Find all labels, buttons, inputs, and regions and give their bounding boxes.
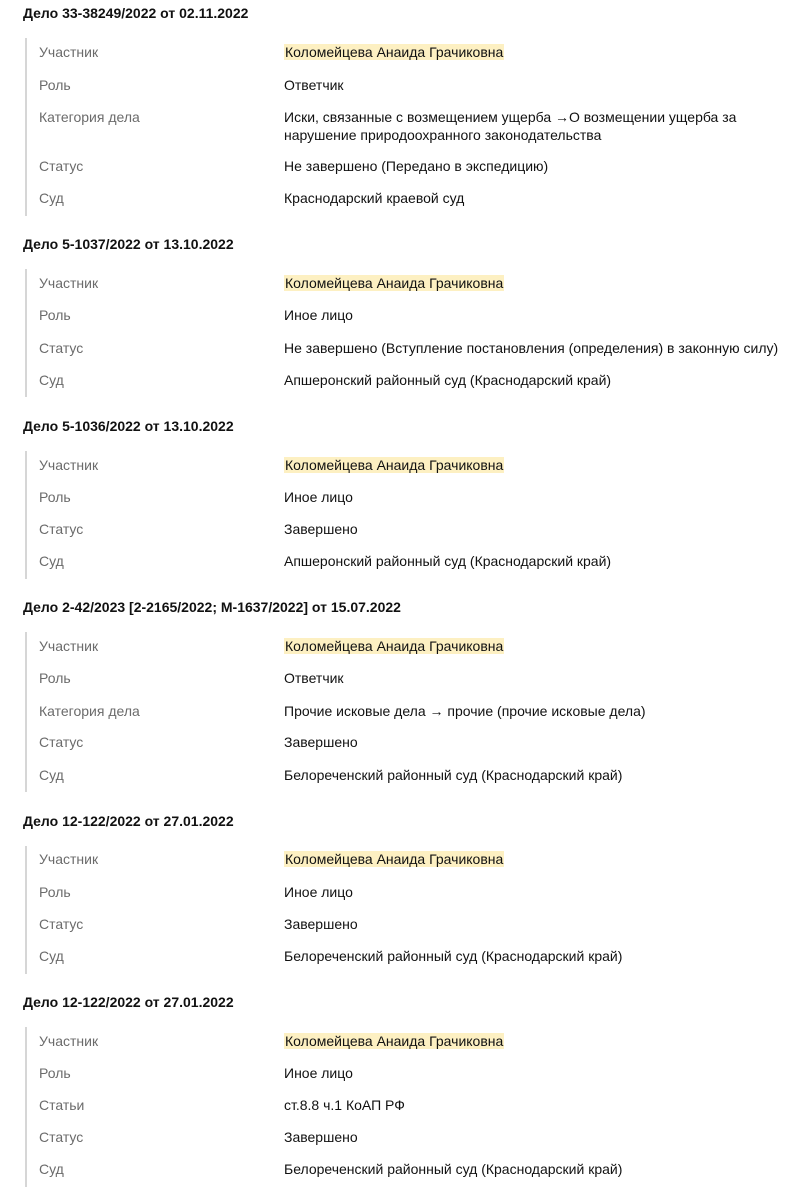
- role-value: Иное лицо: [284, 307, 353, 323]
- role-value: Иное лицо: [284, 489, 353, 505]
- articles-label: Статьи: [39, 1097, 85, 1113]
- case-details: [25, 846, 802, 974]
- case-title[interactable]: Дело 2-42/2023 [2-2165/2022; М-1637/2022] от 15.07.2022: [23, 599, 401, 615]
- category-label: Категория дела: [39, 109, 140, 125]
- court-label: Суд: [39, 1161, 64, 1177]
- participant-name: Коломейцева Анаида Грачиковна: [285, 638, 504, 654]
- case-title[interactable]: Дело 5-1036/2022 от 13.10.2022: [23, 418, 234, 434]
- role-label: Роль: [39, 670, 71, 686]
- role-label: Роль: [39, 307, 71, 323]
- status-label: Статус: [39, 1129, 84, 1145]
- status-value: Завершено: [284, 734, 358, 750]
- court-value: Апшеронский районный суд (Краснодарский край): [284, 372, 612, 388]
- participant-label: Участник: [39, 457, 99, 473]
- status-value: Завершено: [284, 1129, 358, 1145]
- participant-name: Коломейцева Анаида Грачиковна: [285, 457, 504, 473]
- court-label: Суд: [39, 190, 64, 206]
- status-value: Не завершено (Вступление постановления (определения) в законную силу): [284, 340, 779, 356]
- role-value: Ответчик: [284, 670, 344, 686]
- participant-name: Коломейцева Анаида Грачиковна: [285, 1033, 504, 1049]
- role-label: Роль: [39, 1065, 71, 1081]
- court-value: Белореченский районный суд (Краснодарский край): [284, 948, 623, 964]
- participant-label: Участник: [39, 851, 99, 867]
- court-label: Суд: [39, 553, 64, 569]
- case-details: [25, 38, 802, 216]
- status-label: Статус: [39, 158, 84, 174]
- case-details: [25, 1027, 802, 1187]
- court-label: Суд: [39, 948, 64, 964]
- case-title[interactable]: Дело 33-38249/2022 от 02.11.2022: [23, 5, 249, 21]
- role-value: Иное лицо: [284, 1065, 353, 1081]
- participant-label: Участник: [39, 1033, 99, 1049]
- category-value: Прочие исковые дела → прочие (прочие исковые дела): [284, 703, 646, 719]
- status-label: Статус: [39, 916, 84, 932]
- court-value: Белореченский районный суд (Краснодарский край): [284, 767, 623, 783]
- case-title[interactable]: Дело 5-1037/2022 от 13.10.2022: [23, 236, 234, 252]
- participant-label: Участник: [39, 44, 99, 60]
- status-label: Статус: [39, 340, 84, 356]
- role-label: Роль: [39, 884, 71, 900]
- category-label: Категория дела: [39, 703, 140, 719]
- role-value: Иное лицо: [284, 884, 353, 900]
- status-value: Завершено: [284, 521, 358, 537]
- participant-name: Коломейцева Анаида Грачиковна: [285, 851, 504, 867]
- articles-value: ст.8.8 ч.1 КоАП РФ: [284, 1097, 405, 1113]
- category-value: Иски, связанные с возмещением ущерба →О возмещении ущерба за нарушение природоохранного законодательства: [284, 109, 737, 143]
- case-details: [25, 451, 802, 579]
- participant-label: Участник: [39, 275, 99, 291]
- case-title[interactable]: Дело 12-122/2022 от 27.01.2022: [23, 994, 234, 1010]
- court-value: Краснодарский краевой суд: [284, 190, 465, 206]
- status-value: Завершено: [284, 916, 358, 932]
- participant-label: Участник: [39, 638, 99, 654]
- role-label: Роль: [39, 77, 71, 93]
- case-details: [25, 632, 802, 792]
- court-value: Апшеронский районный суд (Краснодарский край): [284, 553, 612, 569]
- role-value: Ответчик: [284, 77, 344, 93]
- court-label: Суд: [39, 372, 64, 388]
- role-label: Роль: [39, 489, 71, 505]
- participant-name: Коломейцева Анаида Грачиковна: [285, 275, 504, 291]
- status-label: Статус: [39, 734, 84, 750]
- court-value: Белореченский районный суд (Краснодарский край): [284, 1161, 623, 1177]
- case-details: [25, 269, 802, 397]
- court-label: Суд: [39, 767, 64, 783]
- participant-name: Коломейцева Анаида Грачиковна: [285, 44, 504, 60]
- status-value: Не завершено (Передано в экспедицию): [284, 158, 549, 174]
- case-title[interactable]: Дело 12-122/2022 от 27.01.2022: [23, 813, 234, 829]
- status-label: Статус: [39, 521, 84, 537]
